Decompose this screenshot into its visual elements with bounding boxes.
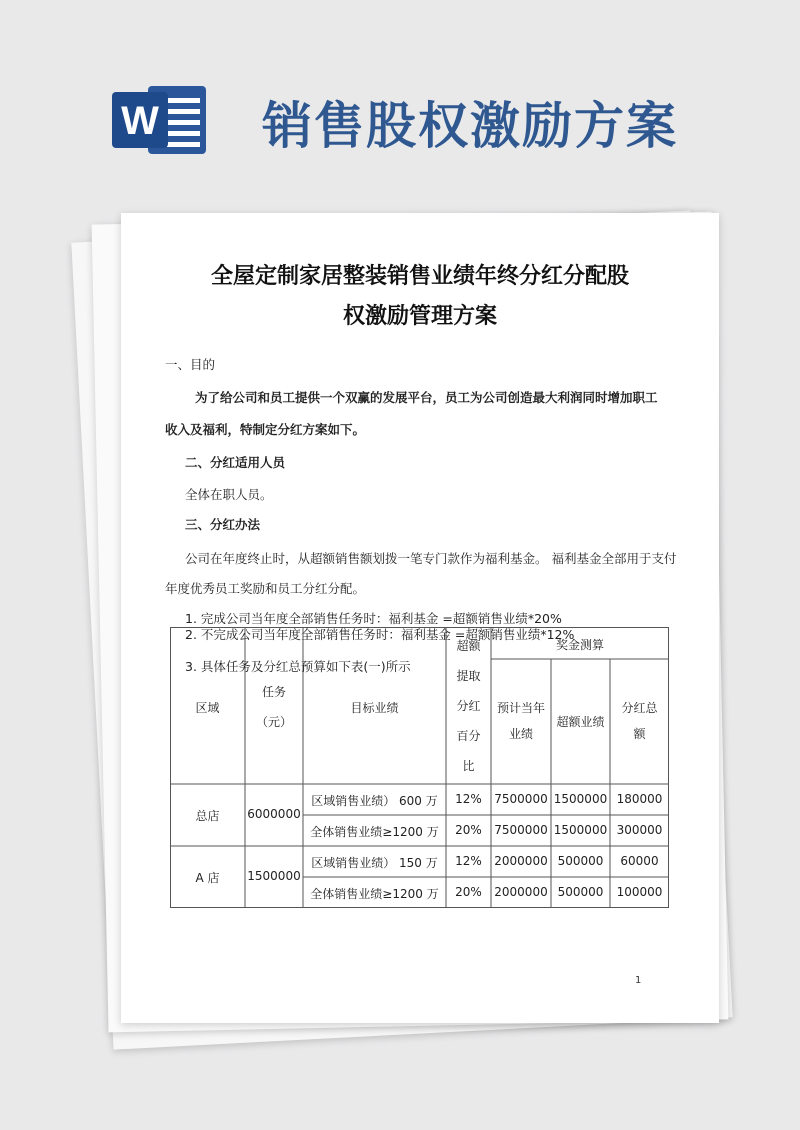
page-heading: 销售股权激励方案 [262, 97, 678, 155]
doc-title-line2: 权激励管理方案 [342, 304, 497, 329]
table-cell-target: 区域销售业绩） 150 万 [311, 856, 438, 870]
table-cell-forecast: 2000000 [494, 854, 548, 868]
table-cell-task: 1500000 [247, 869, 301, 883]
table-cell-pct: 12% [455, 854, 482, 868]
table-cell-excess: 500000 [557, 885, 604, 899]
table-cell-task: 6000000 [247, 807, 301, 821]
header-region: 区域 [195, 701, 220, 715]
table-cell-target: 全体销售业绩≥1200 万 [310, 825, 439, 839]
header-pct-line1: 超额 [456, 639, 481, 653]
table-cell-total: 180000 [616, 792, 663, 806]
header-forecast-line1: 预计当年 [496, 701, 545, 715]
header-excess: 超额业绩 [556, 715, 605, 729]
section-1-paragraph-line1: 为了给公司和员工提供一个双赢的发展平台，员工为公司创造最大利润同时增加职工 [195, 390, 658, 405]
word-logo-icon [110, 80, 210, 160]
table-cell-forecast: 7500000 [494, 823, 548, 837]
table-cell-region: A 店 [195, 871, 220, 885]
table-cell-target: 全体销售业绩≥1200 万 [310, 887, 439, 901]
list-item-1: 1. 完成公司当年度全部销售任务时：福利基金 =超额销售业绩*20% [185, 611, 562, 626]
doc-title-line1: 全屋定制家居整装销售业绩年终分红分配股 [210, 264, 629, 289]
header-target: 目标业绩 [350, 701, 399, 715]
table-cell-total: 300000 [616, 823, 663, 837]
list-item-3: 3. 具体任务及分红总预算如下表(一)所示 [185, 659, 411, 674]
document-page [121, 213, 719, 1023]
table-cell-forecast: 7500000 [494, 792, 548, 806]
section-2-body: 全体在职人员。 [185, 487, 273, 502]
header-pct-line3: 分红 [456, 699, 481, 713]
list-item-2: 2. 不完成公司当年度全部销售任务时：福利基金 =超额销售业绩*12% [185, 627, 575, 642]
page-number: 1 [635, 975, 642, 986]
bonus-table [170, 627, 670, 909]
table-cell-target: 区域销售业绩） 600 万 [311, 794, 438, 808]
header-bonus-calc: 奖金测算 [555, 638, 604, 652]
table-cell-excess: 1500000 [553, 823, 608, 837]
header-pct-line2: 提取 [456, 669, 481, 683]
header-pct-line4: 百分 [456, 729, 481, 743]
section-1-paragraph-line2: 收入及福利，特制定分红方案如下。 [165, 422, 366, 437]
table-cell-region: 总店 [195, 809, 220, 823]
section-3-paragraph-line1: 公司在年度终止时，从超额销售额划拨一笔专门款作为福利基金。 福利基金全部用于支付 [185, 551, 677, 566]
section-1-heading: 一、目的 [165, 357, 216, 372]
header-task-line2: （元） [255, 715, 292, 729]
section-3-heading: 三、分红办法 [185, 517, 261, 532]
header-total-line2: 额 [633, 727, 646, 741]
table-cell-pct: 20% [455, 823, 482, 837]
table-cell-excess: 500000 [557, 854, 604, 868]
section-2-heading: 二、分红适用人员 [185, 455, 286, 470]
header-total-line1: 分红总 [621, 701, 658, 715]
table-cell-total: 60000 [620, 854, 659, 868]
table-cell-pct: 20% [455, 885, 482, 899]
header-forecast-line2: 业绩 [508, 727, 533, 741]
table-cell-excess: 1500000 [553, 792, 608, 806]
table-cell-pct: 12% [455, 792, 482, 806]
header-task-line1: 任务 [261, 685, 286, 699]
table-cell-total: 100000 [616, 885, 663, 899]
table-cell-forecast: 2000000 [494, 885, 548, 899]
header-pct-line5: 比 [462, 759, 475, 773]
section-3-paragraph-line2: 年度优秀员工奖励和员工分红分配。 [165, 581, 366, 596]
svg-text:W: W [121, 99, 159, 143]
